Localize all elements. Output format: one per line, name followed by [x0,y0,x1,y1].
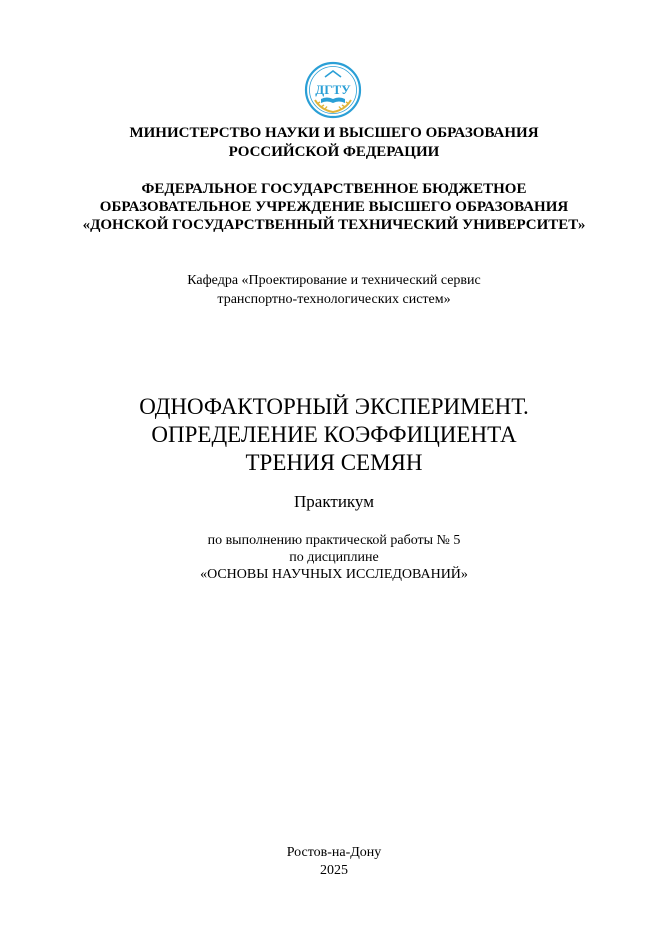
university-line-1: ФЕДЕРАЛЬНОЕ ГОСУДАРСТВЕННОЕ БЮДЖЕТНОЕ [141,181,527,197]
university-line-3: «ДОНСКОЙ ГОСУДАРСТВЕННЫЙ ТЕХНИЧЕСКИЙ УНИВЕРСИТЕТ» [82,217,586,233]
ministry-heading [0,124,668,162]
subtitle-line-1: по выполнению практической работы № 5 [207,533,461,548]
department-name [0,271,668,309]
ministry-line-1: МИНИСТЕРСТВО НАУКИ И ВЫСШЕГО ОБРАЗОВАНИЯ [129,125,539,141]
document-subtitle [0,532,668,583]
university-logo [303,60,363,120]
ministry-line-2: РОССИЙСКОЙ ФЕДЕРАЦИИ [228,144,440,160]
title-line-2: ОПРЕДЕЛЕНИЕ КОЭФФИЦИЕНТА [151,422,517,447]
title-line-3: ТРЕНИЯ СЕМЯН [245,450,423,475]
doc-type-label: Практикум [294,492,374,511]
subtitle-line-2: по дисциплине [289,550,379,565]
university-heading [0,180,668,234]
department-line-2: транспортно-технологических систем» [217,292,451,307]
university-emblem-icon [303,60,363,120]
publication-footer [0,844,668,880]
title-line-1: ОДНОФАКТОРНЫЙ ЭКСПЕРИМЕНТ. [139,394,529,419]
department-line-1: Кафедра «Проектирование и технический сервис [187,273,481,288]
document-title [0,393,668,477]
university-line-2: ОБРАЗОВАТЕЛЬНОЕ УЧРЕЖДЕНИЕ ВЫСШЕГО ОБРАЗОВАНИЯ [99,199,569,215]
year: 2025 [320,863,348,878]
city: Ростов-на-Дону [286,845,382,860]
logo-text: ДГТУ [315,82,351,97]
document-type [0,492,668,512]
subtitle-line-3: «ОСНОВЫ НАУЧНЫХ ИССЛЕДОВАНИЙ» [200,567,468,582]
